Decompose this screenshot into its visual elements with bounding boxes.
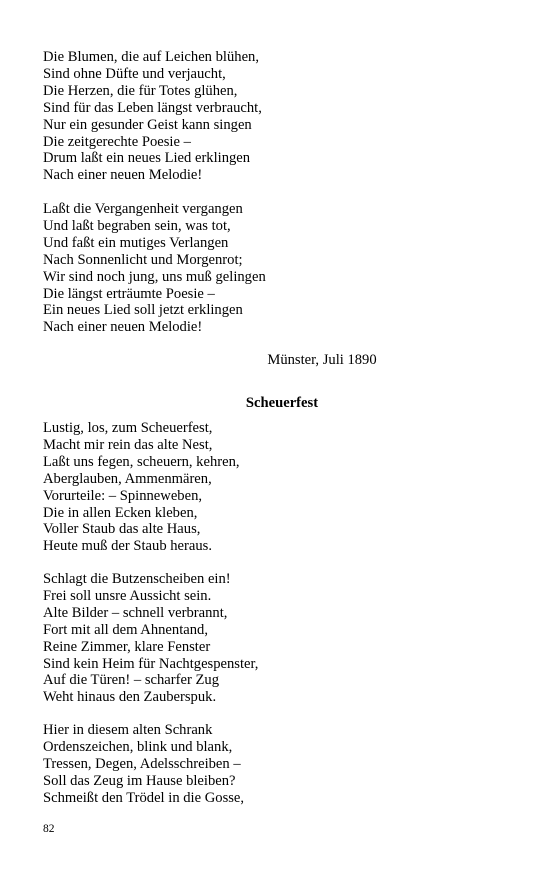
verse-line: Heute muß der Staub heraus. [43,538,212,555]
stanza-1 [43,49,262,184]
verse-line: Ordenszeichen, blink und blank, [43,738,233,755]
verse-line: Laßt die Vergangenheit vergangen [43,201,243,217]
verse-line: Sind für das Leben längst verbraucht, [43,99,262,116]
verse-line: Reine Zimmer, klare Fenster [43,638,211,655]
verse-line: Soll das Zeug im Hause bleiben? [43,772,236,789]
stanza-2 [43,201,266,336]
verse-line: Die zeitgerechte Poesie – [43,133,191,150]
verse-line: Laßt uns fegen, scheuern, kehren, [43,453,240,470]
verse-line: Die längst erträumte Poesie – [43,285,215,302]
verse-line: Ein neues Lied soll jetzt erklingen [43,302,243,319]
verse-line: Vorurteile: – Spinneweben, [43,487,203,504]
verse-line: Nach einer neuen Melodie! [43,167,203,184]
verse-line: Wir sind noch jung, uns muß gelingen [43,268,266,285]
verse-line: Aberglauben, Ammenmären, [43,470,212,487]
stanza-4 [43,571,258,706]
verse-line: Auf die Türen! – scharfer Zug [43,672,220,689]
poem-title: Scheuerfest [245,395,319,411]
verse-line: Tressen, Degen, Adelsschreiben – [43,755,241,772]
verse-line: Frei soll unsre Aussicht sein. [43,587,212,604]
verse-line: Und faßt ein mutiges Verlangen [43,234,229,251]
stanza-3 [43,420,240,555]
page-number: 82 [43,823,55,835]
verse-line: Sind ohne Düfte und verjaucht, [43,65,226,82]
verse-line: Drum laßt ein neues Lied erklingen [43,150,251,167]
verse-line: Nur ein gesunder Geist kann singen [43,116,252,133]
verse-line: Hier in diesem alten Schrank [43,722,213,738]
verse-line: Sind kein Heim für Nachtgespenster, [43,655,259,672]
verse-line: Und laßt begraben sein, was tot, [43,217,231,234]
verse-line: Alte Bilder – schnell verbrannt, [43,604,228,621]
verse-line: Macht mir rein das alte Nest, [43,436,213,453]
verse-line: Weht hinaus den Zauberspuk. [43,689,217,706]
verse-line: Die Herzen, die für Totes glühen, [43,82,238,99]
verse-line: Schlagt die Butzenscheiben ein! [43,571,231,587]
verse-line: Die in allen Ecken kleben, [43,504,198,521]
verse-line: Nach Sonnenlicht und Morgenrot; [43,251,243,268]
verse-line: Lustig, los, zum Scheuerfest, [43,420,213,436]
verse-line: Schmeißt den Trödel in die Gosse, [43,789,245,806]
verse-line: Die Blumen, die auf Leichen blühen, [43,49,259,65]
verse-line: Voller Staub das alte Haus, [43,521,201,538]
verse-line: Nach einer neuen Melodie! [43,319,203,336]
dateline: Münster, Juli 1890 [267,352,377,368]
verse-line: Fort mit all dem Ahnentand, [43,621,208,638]
stanza-5 [43,722,244,807]
